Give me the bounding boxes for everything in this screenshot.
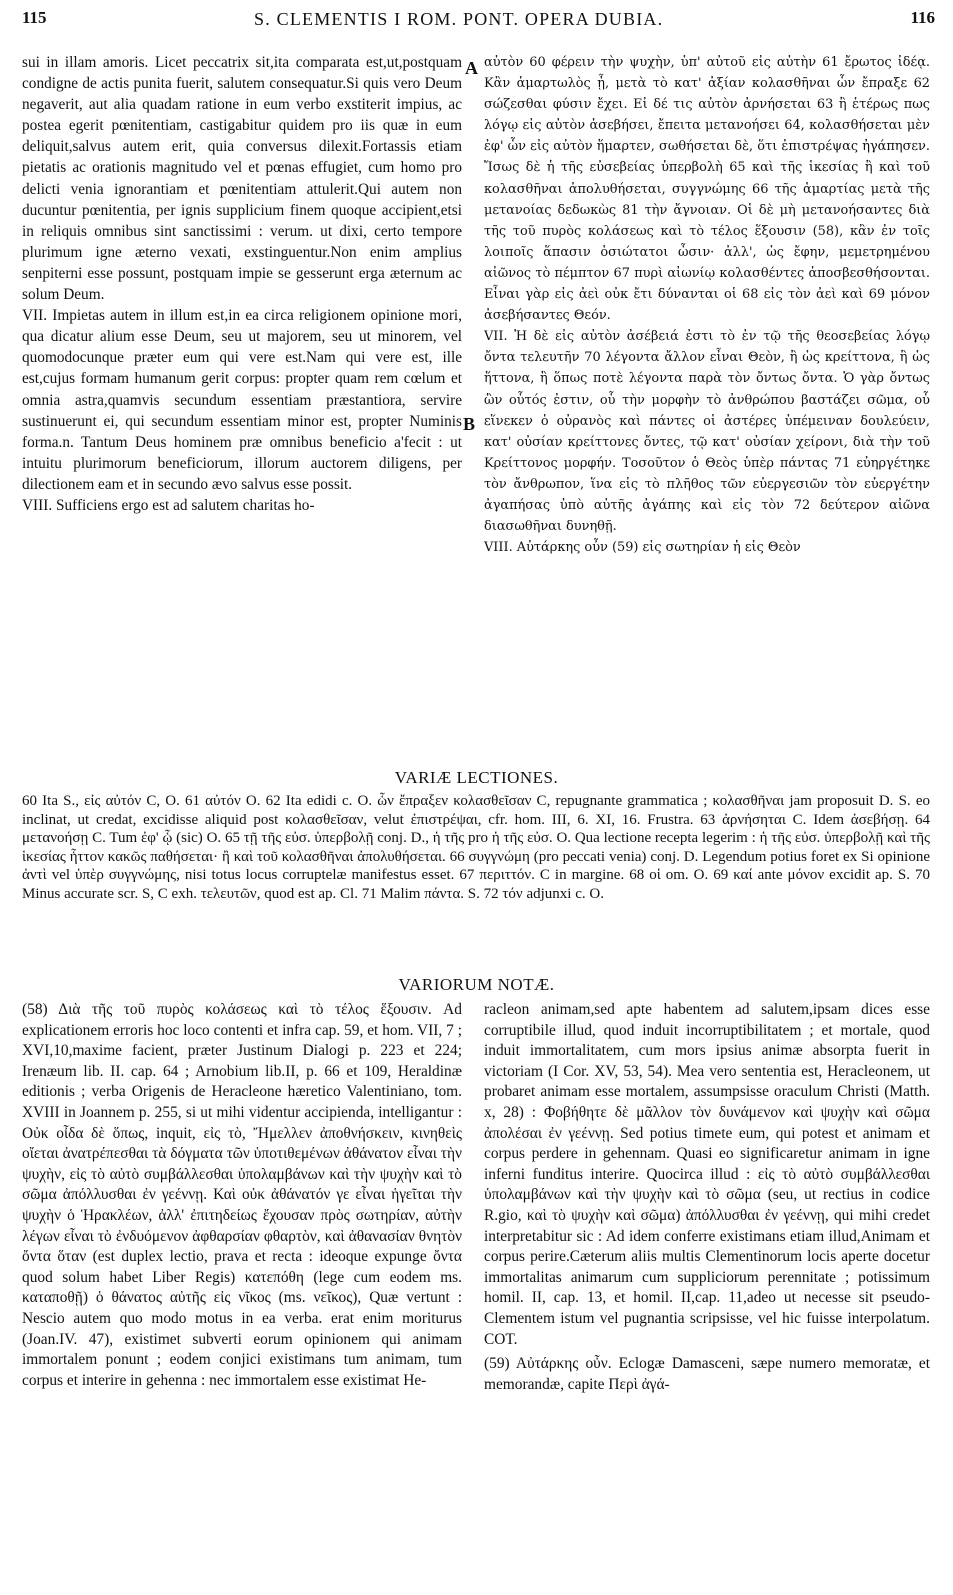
latin-paragraph-1: sui in illam amoris. Licet peccatrix sit,ita comparata est,ut,postquam condigne de actis punita fuerit, salutem consequatur.Si quis vero Deum negaverit, aut alia quadam ratione in eum verbo exstiterit impius, ac postea egerit pœnitentiam, castigabitur quidem pro iis quæ in eum deliquit,salvus autem erit, quia conversus dilexit.Fortassis etiam pietatis ac orationis magnitudo vel et pœnas effugiet, cum homo pro delicti venia ignorantiam et pœnitentiam attulerit.Qui autem non ducuntur pœnitentia, per ignis supplicium finem quoque accipient,etsi in reliquis omnibus sint sanctissimi : verum. ut dixi, certo tempore plurimum igne æterno vexati, exstinguentur.Non enim amplius senpiterni esse possunt, postquam impie se gesserunt erga æternum ac solum Deum. (22, 54, 462, 304)
page-number-right: 116 (910, 8, 935, 27)
latin-paragraph-2: VII. Impietas autem in illum est,in ea circa religionem opinione mori, qua dicatur alium esse Deum, seu ut majorem, seu ut minorem, vel quomodocunque præter eum qui vere est.Nam qui vere est, ille est,cujus formam humanum gerit corpus: propter quam rem cœlum et omnia astra,quamvis secundum essentiam præstantiora, servire sustinuerunt ei, qui secundum essentiam minor est, propter Numinis forma.n. Tantum Deus hominem præ omnibus beneficio a'fecit : ut intuitu plurimorum beneficiorum, illorum auctorem diligens, per dilectionem eam et in secundo ævo salvus esse possit. (22, 307, 462, 493)
variorum-notae-title: VARIORUM NOTÆ. (398, 975, 555, 994)
greek-column (484, 52, 930, 558)
note-58-continued: racleon animam,sed apte habentem ad salutem,ipsam dices esse corruptibile illud, quod induit incorruptibilitatem ; et mortale, quod induit immortalitatem, cum mors ipsius animæ absorpta fuerit in victoriam (I Cor. XV, 53, 54). Mea vero sententia est, Heracleonem, ut probaret animam esse mortalem, assumpsisse oraculum Christi (Matth. x, 28) : Φοβήθητε δὲ μᾶλλον τὸν δυνάμενον καὶ ψυχὴν καὶ σῶμα ἀπολέσαι ἐν γεέννῃ. Sed potius timete eum, qui potest et animam et corpus perdere in gehennam. Quasi eo significaretur animam in igne inferni funditus interire. Quocirca illud : εἰς τὸ αὐτὸ συμβάλλεσθαι ὑπολαμβάνων καὶ τὴν ψυχὴν καὶ τὸ σῶμα (seu, ut rectius in codice R.gio, καὶ τὸ ψυχὴν καὶ σῶμα) ἀπόλλυσθαι ἐν γεέννῃ, qui mihi credet interpretabitur sic : Ad idem conferre existimans etiam illud,Animam et corpus perire.Cæterum aliis multis Clementinorum locis aperte docetur immortalitas animarum cum suppliciorum perennitate ; potissimum homil. II, cap. 13, et homil. II,cap. 11,adeo ut necesse sit pseudo-Clementem istum vel pugnantia scripsisse, vel hic fuisse interpolatum. COT. (484, 1001, 930, 1348)
note-59: (59) Αὐτάρκης οὖν. Eclogæ Damasceni, sæpe numero memoratæ, et memorandæ, capite Περὶ ἀγά- (484, 1355, 930, 1393)
variae-lectiones (22, 792, 930, 904)
page-header (22, 6, 935, 36)
greek-paragraph-3: VIII. Αὐτάρκης οὖν (59) εἰς σωτηρίαν ἡ εἰς Θεὸν (484, 540, 801, 556)
greek-paragraph-1: αὐτὸν 60 φέρειν τὴν ψυχὴν, ὑπ' αὐτοῦ εἰς αὐτὴν 61 ἔρωτος ἰδέᾳ. Κἂν ἁμαρτωλὸς ᾖ, μετὰ τὸ κατ' ἀξίαν κολασθῆναι ὧν ἔπραξε 62 σώζεσθαι φύσιν ἔχει. Εἰ δέ τις αὐτὸν ἀρνήσεται 63 ἢ ἑτέρως πως λόγῳ εἰς αὐτὸν ἀσεβήσει, ἔπειτα μετανοήσει 64, κολασθήσεται μὲν ἐφ' ὧν εἰς αὐτὸν ἥμαρτεν, σωθήσεται δὲ, ὅτι ἐπιστρέψας ἠγάπησεν. Ἴσως δὲ ἡ τῆς εὐσεβείας ὑπερβολὴ 65 καὶ τῆς ἱκεσίας ἢ καὶ τοῦ κολασθῆναι ἀπολυθήσεται, συγγνώμης 66 τῆς ἁμαρτίας μετὰ τῆς μετανοίας δεδωκὼς 81 τὴν ἄγνοιαν. Οἱ δὲ μὴ μετανοήσαντες διὰ τῆς τοῦ πυρὸς κολάσεως καὶ τὸ τέλος ἕξουσιν (58), κἂν ἐν τοῖς λοιποῖς ἅπασιν ὁσιώτατοι ὦσιν· ἀλλ', ὡς ἔφην, μεμετρημένου αἰῶνος τὸ πέμπτον 67 πυρὶ αἰωνίῳ κολασθέντες ἀποσβεσθήσονται. Εἶναι γὰρ εἰς ἀεὶ οὐκ ἔτι δύνανται οἱ 68 εἰς τὸν ἀεὶ καὶ 69 μόνον ἀσεβήσαντες Θεόν. (484, 55, 930, 324)
greek-paragraph-2: VII. Ἡ δὲ εἰς αὐτὸν ἀσέβειά ἐστι τὸ ἐν τῷ τῆς θεοσεβείας λόγῳ ὄντα τελευτῆν 70 λέγοντα ἄλλον εἶναι Θεὸν, ἢ ὡς κρείττονα, ἢ ὡς ἥττονα, ἢ ὅπως ποτὲ λέγοντα παρὰ τὸν ὄντως ὄντα. Ὁ γὰρ ὄντως ὢν οὗτός ἐστιν, οὗ τὴν μορφὴν τὸ ἀνθρώπου βαστάζει σῶμα, οὗ εἵνεκεν ὁ οὐρανὸς καὶ πάντες οἱ ἀστέρες ὑπέμειναν δουλεύειν, κατ' οὐσίαν κρείττονες ὄντες, τῷ κατ' οὐσίαν χείρονι, διὰ τὴν τοῦ Κρείττονος μορφήν. Τοσοῦτον ὁ Θεὸς ὑπὲρ πάντας 71 εὐηργέτηκε τὸν ἄνθρωπον, ἵνα εἰς τὸ πλῆθος τῶν εὐεργεσιῶν τὸν εὐεργέτην ἀγαπήσας ὑπὸ αὐτῆς ἀγάπης καὶ εἰς τὸν 72 δεύτερον αἰῶνα διασωθῆναι δυνηθῇ. (484, 329, 930, 535)
margin-letter-b: B (463, 414, 476, 434)
running-title: S. CLEMENTIS I ROM. PONT. OPERA DUBIA. (254, 9, 664, 29)
latin-paragraph-3: VIII. Sufficiens ergo est ad salutem charitas ho- (22, 496, 315, 514)
variae-text: 60 Ita S., εἰς αὐτόν C, O. 61 αὐτόν O. 62 Ita edidi c. O. ὧν ἔπραξεν κολασθεῖσαν C, repugnante grammatica ; κολασθῆναι jam proposuit D. S. eo inclinat, ut credat, excidisse aliquid post κολασθεῖσαν, velut ἐπιστρέψαι, cfr. hom. III, 6. XI, 16. Frustra. 63 ἀρνήσηται C. Idem ἀσεβήσῃ. 64 μετανοήσῃ C. Tum ἐφ' ᾧ (sic) O. 65 τῇ τῆς εὐσ. ὑπερβολῇ conj. D., ἡ τῆς pro ἡ τῆς εὐσ. O. Qua lectione recepta legerim : ἡ τῆς εὐσ. ὑπερβολῇ καὶ τῆς ἱκεσίας ἧττον κακῶς παθήσεται· ἢ καὶ τοῦ κολασθῆναι ἀπολυθήσεται. 66 συγγνώμη (pro peccati venia) conj. D. Legendum potius foret ex Si opinione ἀντὶ vel ὑπὲρ συγγνώμης, nisi totus locus corruptelæ manifestus esset. 67 περιττόν. C in margine. 68 οἱ om. O. 69 καί ante μόνον excidit ap. S. 70 Minus accurate scr. S, C exh. τελευτῶν, quod est ap. Cl. 71 Malim πάντα. S. 72 τόν adjunxi c. O. (22, 793, 930, 902)
note-58: (58) Διὰ τῆς τοῦ πυρὸς κολάσεως καὶ τὸ τέλος ἕξουσιν. Ad explicationem erroris hoc loco contenti et infra cap. 59, et hom. VII, 7 ; XVI,10,maxime facient, præter Justinum Dialogi p. 223 et 224; Irenæum lib. II. cap. 64 ; Arnobium lib.II, p. 66 et 109, Heraldinæ editionis ; verba Origenis de Heracleone hæretico Valentiniano, tom. XVIII in Joannem p. 255, si ut mihi videntur accipienda, intelligantur : Οὐκ οἶδα δὲ ὅπως, inquit, εἰς τὸ, Ἤμελλεν ἀποθνήσκειν, κινηθεὶς οἴεται ἀνατρέπεσθαι τὰ δόγματα τῶν ὑποτιθεμένων ἀθάνατον εἶναι τὴν ψυχὴν, εἰς τὸ αὐτὸ συμβάλλεσθαι ὑπολαμβάνων καὶ τὴν ψυχὴν καὶ τὸ σῶμα ἀπόλλυσθαι ἐν γεέννῃ. Καὶ οὐκ ἀθάνατόν γε εἶναι ἡγεῖται τὴν ψυχὴν ὁ Ἡρακλέων, ἀλλ' ἐπιτηδείως ἔχουσαν πρὸς σωτηρίαν, αὐτὴν λέγων εἶναι τὸ ἐνδυόμενον ἀφθαρσίαν φθαρτὸν, καὶ ἀθανασίαν θνητὸν ὄντα ὅταν (est duplex lectio, prava et recta : ideoque expunge ὄντα quod solum habet Liber Regis) κατεπόθη (lege cum eodem ms. καταποθῇ) ὁ θάνατος αὐτῆς εἰς νῖκος (ms. νεῖκος), Quæ vertunt : Nescio autem quo modo motus in ea verba. erat enim moriturus (Joan.IV. 47), existimet subverti eorum opinionem qui animam immortalem ponunt ; eodem conjici existimans tum animam, tum corpus et interire in gehenna : nec immortalem esse existimat He- (22, 1001, 462, 1389)
page-number-left: 115 (22, 8, 47, 27)
margin-letter-a: A (465, 58, 478, 78)
variae-lectiones-title: VARIÆ LECTIONES. (394, 768, 559, 787)
latin-column (22, 52, 462, 516)
notes-left-column (22, 1000, 462, 1395)
notes-right-column (484, 1000, 930, 1399)
